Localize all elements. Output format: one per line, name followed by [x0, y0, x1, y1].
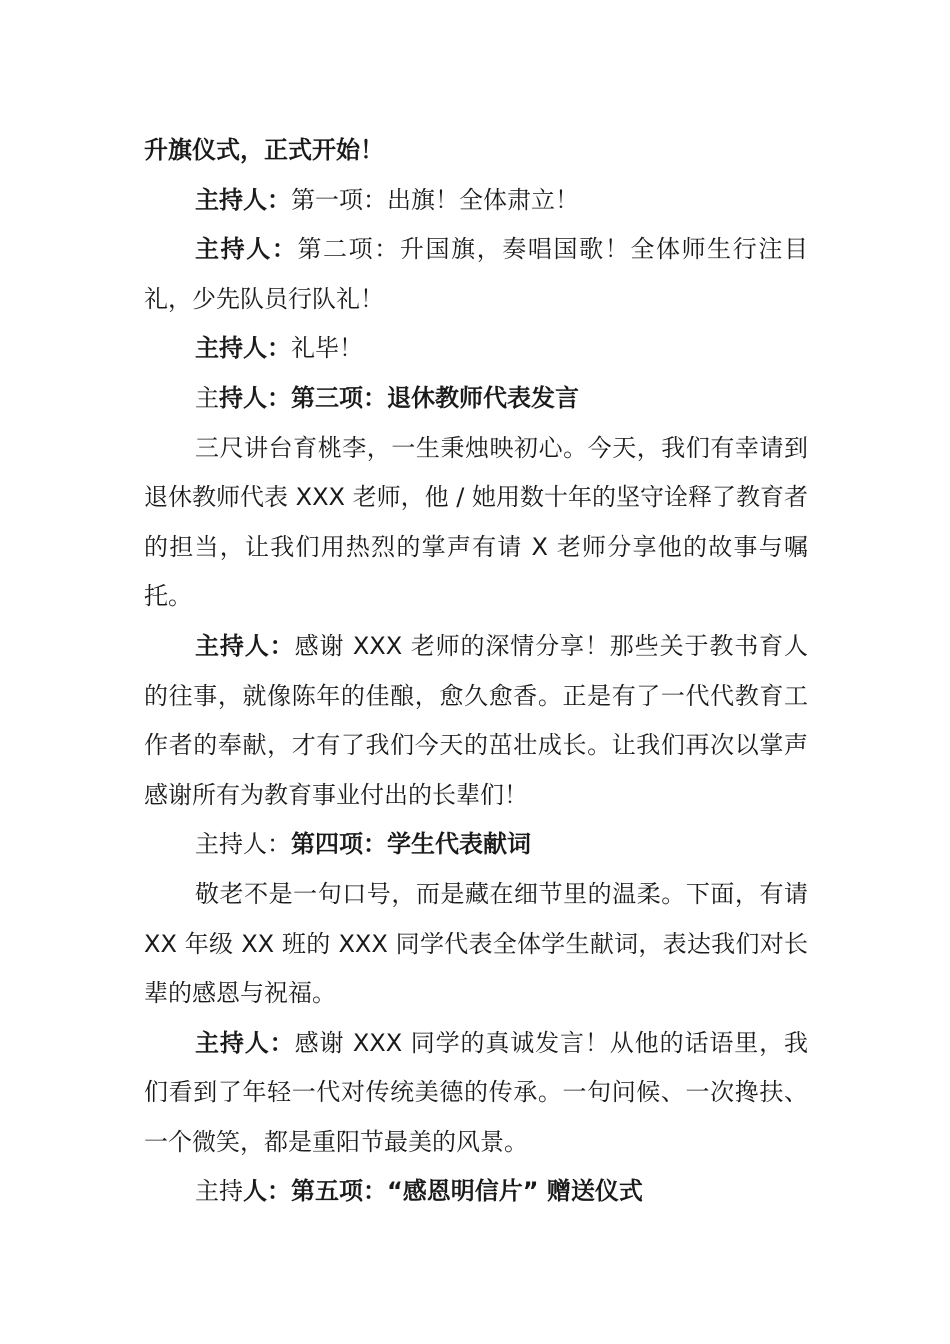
section-title: 人：第五项：“感恩明信片” 赠送仪式 — [243, 1177, 643, 1206]
section-title: 持人：第三项：退休教师代表发言 — [219, 383, 579, 412]
text-segment: 感谢 XXX 老师的深情分享！那些关于教书育人的往事，就像陈年的佳酿，愈久愈香。正是有了一代代教育工作者的奉献，才有了我们今天的茁壮成长。让我们再次以掌声感谢所有为教育事业付出的长辈们！ — [144, 631, 809, 809]
paragraph-thanks-teacher — [144, 622, 808, 820]
text-segment: 主持 — [195, 1177, 243, 1206]
text-segment: 第一项：出旗！全体肃立！ — [291, 185, 579, 214]
paragraph-item-2 — [144, 225, 808, 324]
text-segment: 第二项：升国旗，奏唱国歌！全体师生行注目礼，少先队员行队礼！ — [144, 235, 809, 313]
speaker-label: 主持人： — [195, 185, 291, 214]
text-segment: 升旗仪式，正式开始！ — [144, 136, 384, 164]
paragraph-item-3 — [144, 324, 808, 374]
text-segment: 三尺讲台育桃李，一生秉烛映初心。今天，我们有幸请到退休教师代表 XXX 老师，他 / 她用数十年的坚守诠释了教育者的担当，让我们用热烈的掌声有请 X 老师分享他的故事与嘱托。 — [144, 433, 808, 611]
paragraph-item-1 — [144, 176, 808, 226]
text-segment: 感谢 XXX 同学的真诚发言！从他的话语里，我们看到了年轻一代对传统美德的传承。一句问候、一次搀扶、一个微笑，都是重阳节最美的风景。 — [144, 1028, 809, 1156]
text-segment: 主持人： — [195, 830, 291, 859]
speaker-label: 主持人： — [195, 334, 291, 363]
text-segment: 礼毕！ — [291, 334, 363, 363]
section-heading-4 — [144, 820, 808, 870]
paragraph-thanks-student — [144, 1019, 808, 1168]
document-body — [144, 126, 808, 1217]
section-heading-3 — [144, 374, 808, 424]
speaker-label: 主持人： — [195, 1028, 295, 1057]
paragraph-retired-teacher-intro — [144, 424, 808, 622]
heading-flag-ceremony — [144, 126, 808, 176]
text-segment: 主 — [195, 383, 219, 412]
section-heading-5 — [144, 1167, 808, 1217]
section-title: 第四项：学生代表献词 — [291, 830, 531, 859]
speaker-label: 主持人： — [195, 631, 295, 660]
speaker-label: 主持人： — [195, 235, 298, 264]
text-segment: 敬老不是一句口号，而是藏在细节里的温柔。下面，有请 XX 年级 XX 班的 XXX 同学代表全体学生献词，表达我们对长辈的感恩与祝福。 — [144, 879, 808, 1008]
paragraph-student-intro — [144, 870, 808, 1019]
